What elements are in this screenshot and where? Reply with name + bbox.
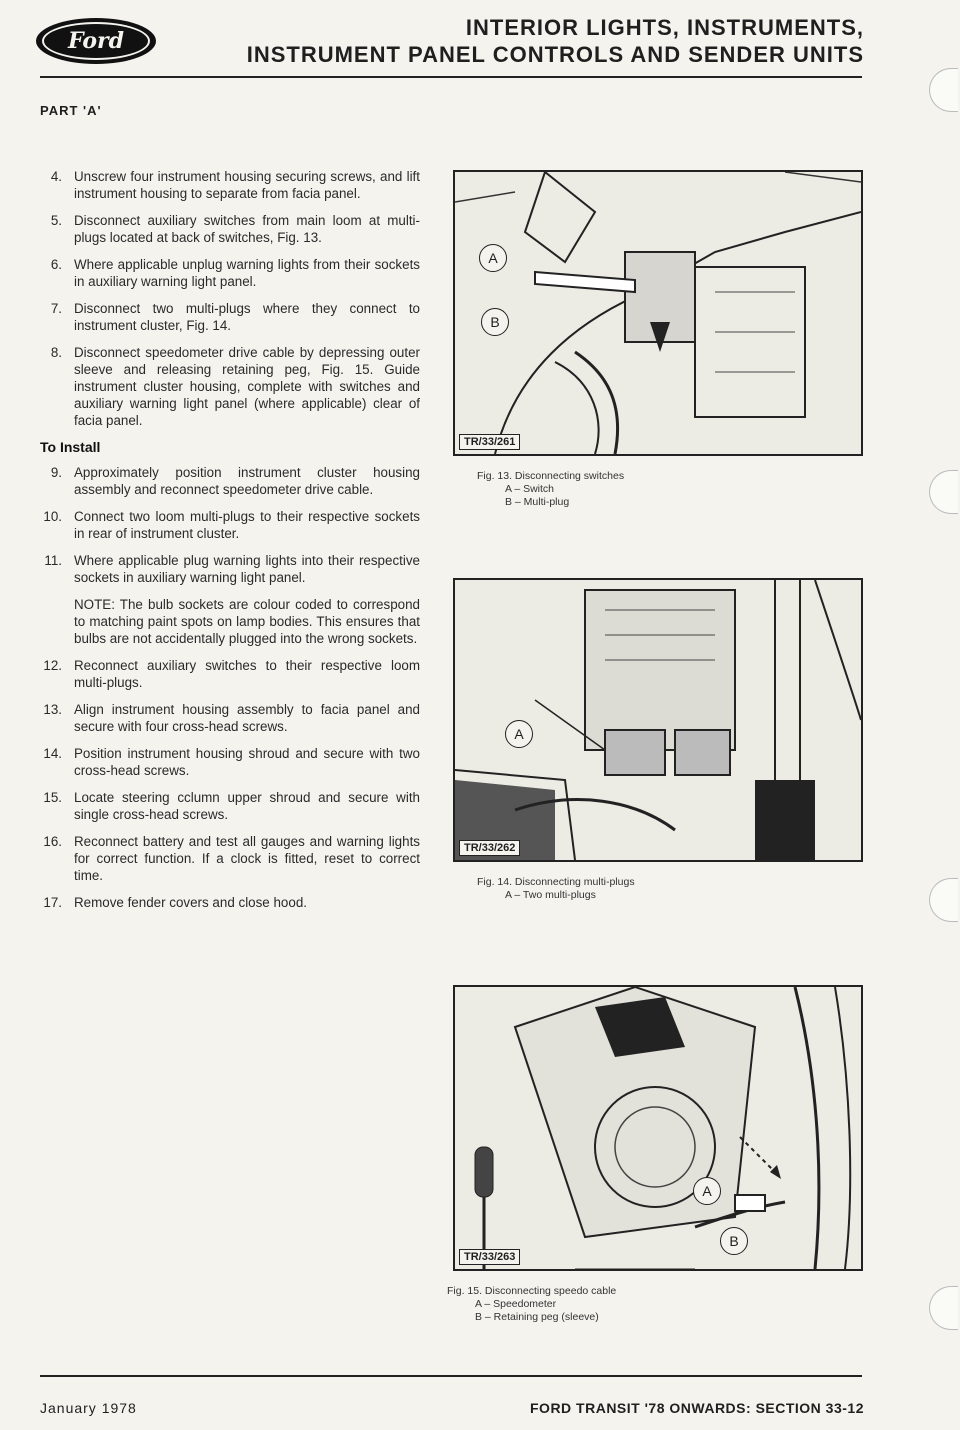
- margin-tab: [929, 1286, 958, 1330]
- figure-15-illustration: [453, 985, 863, 1271]
- figure-13-caption: [477, 470, 863, 509]
- procedure-text: [40, 168, 420, 921]
- note-paragraph: NOTE: The bulb sockets are colour coded to correspond to matching paint spots on lamp bodies. This ensures that bulbs are not accidentally plugged into the wrong sockets.: [74, 597, 420, 646]
- figure-14-caption: [477, 876, 863, 902]
- figure-13-illustration: [453, 170, 863, 456]
- step-7: [40, 300, 420, 334]
- step-12: [40, 657, 420, 691]
- figure-ref: TR/33/263: [459, 1249, 520, 1265]
- step-number: 10.: [43, 509, 62, 524]
- part-label: PART 'A': [40, 103, 102, 118]
- caption-title: Fig. 13. Disconnecting switches: [477, 470, 625, 482]
- step-number: 11.: [44, 553, 62, 568]
- step-number: 8.: [50, 345, 62, 360]
- step-number: 13.: [43, 702, 62, 717]
- step-text: Locate steering cclumn upper shroud and secure with single cross-head screws.: [74, 790, 420, 822]
- step-text: Approximately position instrument cluster housing assembly and reconnect speedometer drive cable.: [74, 465, 420, 497]
- figure-ref: TR/33/261: [459, 434, 520, 450]
- step-number: 6.: [50, 257, 62, 272]
- step-number: 9.: [50, 465, 62, 480]
- figure-15: [447, 985, 863, 1324]
- figure-ref: TR/33/262: [459, 840, 520, 856]
- margin-tab: [929, 470, 958, 514]
- step-15: [40, 789, 420, 823]
- footer-date: January 1978: [40, 1400, 137, 1416]
- speedo-cable-illustration: [455, 987, 861, 1269]
- step-14: [40, 745, 420, 779]
- step-6: [40, 256, 420, 290]
- step-text: Disconnect auxiliary switches from main loom at multi-plugs located at back of switches, Fig. 13.: [74, 213, 420, 245]
- callout-a: A: [479, 244, 507, 272]
- logo-text: Ford: [67, 28, 125, 54]
- step-text: Disconnect speedometer drive cable by depressing outer sleeve and releasing retaining peg, Fig. 15. Guide instrument cluster housing, complete with switches and auxiliary warning light panel (where applicable) clear of facia panel.: [74, 345, 420, 428]
- publication-title: FORD TRANSIT '78 ONWARDS:: [530, 1400, 752, 1416]
- step-number: 5.: [50, 213, 62, 228]
- step-9: [40, 464, 420, 498]
- figure-15-caption: [447, 1285, 863, 1324]
- caption-label-b: B – Multi-plug: [505, 496, 570, 508]
- callout-b: B: [720, 1227, 748, 1255]
- figure-13: [453, 170, 863, 509]
- step-text: Unscrew four instrument housing securing screws, and lift instrument housing to separate from facia panel.: [74, 169, 420, 201]
- step-13: [40, 701, 420, 735]
- figure-14: [453, 578, 863, 902]
- step-5: [40, 212, 420, 246]
- step-number: 17.: [43, 895, 62, 910]
- step-number: 4.: [50, 169, 62, 184]
- step-number: 16.: [43, 834, 62, 849]
- caption-title: Fig. 14. Disconnecting multi-plugs: [477, 876, 635, 888]
- step-text: Remove fender covers and close hood.: [74, 895, 307, 910]
- step-16: [40, 833, 420, 884]
- caption-title: Fig. 15. Disconnecting speedo cable: [447, 1285, 617, 1297]
- step-text: Where applicable plug warning lights into their respective sockets in auxiliary warning light panel.: [74, 553, 420, 585]
- footer-rule: [40, 1375, 862, 1377]
- step-text: Connect two loom multi-plugs to their respective sockets in rear of instrument cluster.: [74, 509, 420, 541]
- step-text: Disconnect two multi-plugs where they connect to instrument cluster, Fig. 14.: [74, 301, 420, 333]
- step-text: Reconnect auxiliary switches to their respective loom multi-plugs.: [74, 658, 420, 690]
- step-text: Reconnect battery and test all gauges and warning lights for correct function. If a clock is fitted, reset to correct time.: [74, 834, 420, 883]
- figure-14-illustration: [453, 578, 863, 862]
- callout-a: A: [693, 1177, 721, 1205]
- footer-publication: [530, 1400, 864, 1416]
- title-line-1: INTERIOR LIGHTS, INSTRUMENTS,: [465, 15, 864, 40]
- step-4: [40, 168, 420, 202]
- header-rule: [40, 76, 862, 78]
- caption-label-b: B – Retaining peg (sleeve): [475, 1311, 599, 1323]
- section-number: SECTION 33-12: [755, 1400, 864, 1416]
- step-number: 15.: [43, 790, 62, 805]
- step-number: 7.: [50, 301, 62, 316]
- ford-logo: [36, 18, 156, 64]
- step-8: [40, 344, 420, 429]
- page-title: [247, 14, 864, 68]
- switch-illustration: [455, 172, 861, 454]
- step-number: 14.: [43, 746, 62, 761]
- caption-label-a: A – Speedometer: [475, 1298, 557, 1310]
- step-10: [40, 508, 420, 542]
- caption-label-a: A – Switch: [505, 483, 555, 495]
- caption-label-a: A – Two multi-plugs: [505, 889, 596, 901]
- margin-tab: [929, 878, 958, 922]
- callout-b: B: [481, 308, 509, 336]
- step-text: Position instrument housing shroud and secure with two cross-head screws.: [74, 746, 420, 778]
- step-text: Where applicable unplug warning lights from their sockets in auxiliary warning light panel.: [74, 257, 420, 289]
- step-text: Align instrument housing assembly to facia panel and secure with four cross-head screws.: [74, 702, 420, 734]
- title-line-2: INSTRUMENT PANEL CONTROLS AND SENDER UNITS: [246, 42, 864, 67]
- step-11: [40, 552, 420, 586]
- callout-a: A: [505, 720, 533, 748]
- install-heading: To Install: [40, 439, 101, 455]
- step-number: 12.: [43, 658, 62, 673]
- step-17: [40, 894, 420, 911]
